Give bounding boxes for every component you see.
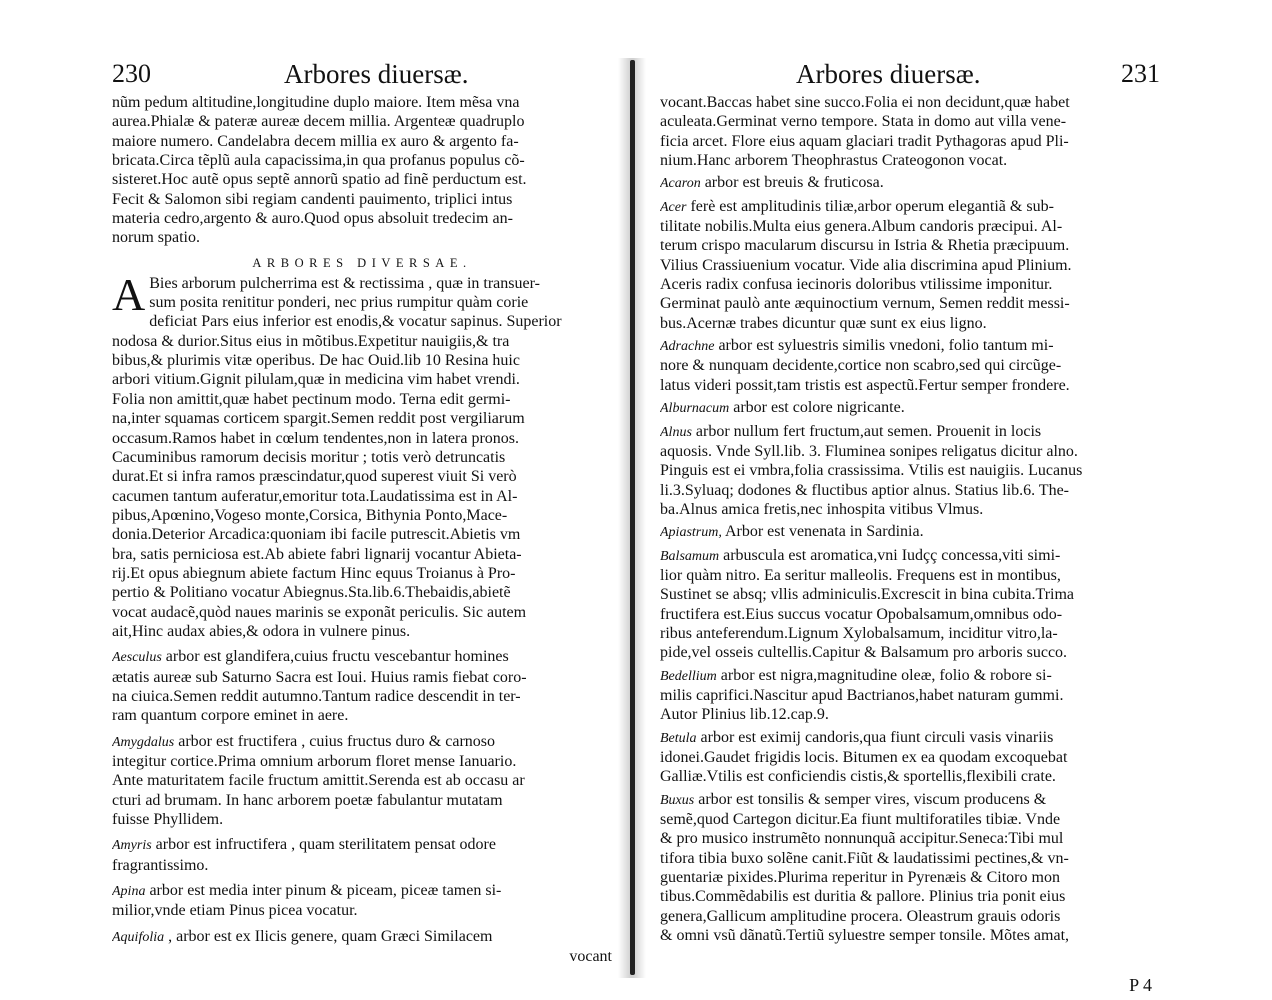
text-line: nodosa & durior.Situs eius in mõtibus.Expetitur nauigiis,& tra bbox=[112, 332, 510, 350]
text-line: ram quantum corpore eminet in aere. bbox=[112, 707, 349, 725]
dictionary-entry bbox=[660, 522, 1160, 542]
text-line: rij.Et opus abiegnum abiete factum Hinc equus Troianus à Pro- bbox=[112, 564, 516, 582]
entry-lemma: Amygdalus bbox=[112, 734, 175, 750]
text-line: Fecit & Salomon sibi regiam candenti pauimento, triplici intus bbox=[112, 190, 513, 208]
text-line: bra, satis perniciosa est.Ab abiete fabri lignarij vocantur Abieta- bbox=[112, 545, 522, 563]
text-line: Aesculus arbor est glandifera,cuius fructu vescebantur homines bbox=[112, 648, 509, 666]
text-line: aquosis. Vnde Syll.lib. 3. Fluminea sonipes religatus dicitur alno. bbox=[660, 442, 1078, 460]
text-line: Aquifolia , arbor est ex Ilicis genere, quam Græci Similacem bbox=[112, 927, 493, 945]
text-line: Acaron arbor est breuis & fruticosa. bbox=[660, 174, 884, 192]
section-title: ARBORES DIVERSAE. bbox=[252, 255, 472, 270]
text-line: ætatis aureæ sub Saturno Sacra est Ioui. Huius ramis fiebat coro- bbox=[112, 668, 527, 686]
text-line: Ante maturitatem facile fructum amittit.Serenda est ab occasu ar bbox=[112, 772, 525, 790]
entry-lemma: Alnus bbox=[660, 424, 692, 440]
entry-lemma: Acer bbox=[660, 199, 687, 215]
text-line: Alburnacum arbor est colore nigricante. bbox=[660, 399, 905, 417]
dictionary-entry bbox=[660, 790, 1160, 946]
text-line: aculeata.Germinat verno tempore. Stata in domo aut villa vene- bbox=[660, 113, 1067, 131]
text-line: occasum.Ramos habet in cœlum tendentes,non in latera pronos. bbox=[112, 429, 520, 447]
text-line: terum crispo macularum discursu in Istria & Rhetia præcipuum. bbox=[660, 237, 1070, 255]
text-line: deficiat Pars eius inferior est enodis,& vocatur sapinus. Superior bbox=[149, 313, 562, 331]
entry-lemma: Apiastrum, bbox=[660, 525, 722, 541]
text-line: ba.Alnus amica fretis,nec inhospita vitibus Vlmus. bbox=[660, 500, 984, 518]
text-line: ait,Hinc audax abies,& odora in vulnere pinus. bbox=[112, 622, 411, 640]
text-line: nium.Hanc arborem Theophrastus Crateogonon vocat. bbox=[660, 152, 1008, 170]
text-line: bus.Acernæ trabes dicuntur quæ sunt ex eius ligno. bbox=[660, 314, 987, 332]
right-running-head bbox=[660, 55, 1160, 93]
text-line: vocant.Baccas habet sine succo.Folia ei non decidunt,quæ habet bbox=[660, 94, 1070, 111]
dictionary-entry bbox=[112, 732, 612, 830]
signature-mark: P 4 bbox=[1129, 975, 1152, 995]
text-line: norum spatio. bbox=[112, 229, 200, 247]
left-page-text bbox=[112, 93, 612, 966]
text-line: Sustinet se absq; vllis adminiculis.Excrescit in bina cubita.Trima bbox=[660, 586, 1075, 604]
right-page bbox=[660, 55, 1160, 1000]
text-line: Aceris radix confusa iecinoris doloribus vtilissime imponitur. bbox=[660, 276, 1053, 294]
text-line: tilitate nobilis.Multa eius genera.Album candoris præcipui. Al- bbox=[660, 218, 1063, 236]
text-line: Folia non amittit,quæ habet pectinum modo. Terna edit germi- bbox=[112, 390, 511, 408]
text-line: milior,vnde etiam Pinus picea vocatur. bbox=[112, 902, 358, 920]
text-line: cturi ad brumam. In hanc arborem poetæ fabulantur mutatam bbox=[112, 791, 503, 809]
text-line: Bedellium arbor est nigra,magnitudine oleæ, folio & robore si- bbox=[660, 666, 1052, 684]
text-line: materia cedro,argento & auro.Quod opus absoluit tredecim an- bbox=[112, 210, 513, 228]
dictionary-entry bbox=[660, 197, 1160, 333]
dictionary-entry bbox=[112, 927, 612, 947]
entry-lemma: Adrachne bbox=[660, 339, 715, 355]
text-line: na ciuica.Semen reddit autumno.Tantum radice descendit in ter- bbox=[112, 687, 521, 705]
dictionary-entry bbox=[112, 835, 612, 875]
text-line: sisteret.Hoc autẽ opus septẽ annorũ spatio ad finẽ perductum est. bbox=[112, 171, 527, 189]
text-line: pide,vel osseis cultellis.Capitur & Balsamum pro arboris succo. bbox=[660, 644, 1068, 662]
catchword: vocant bbox=[569, 948, 612, 966]
text-line: maiore numero. Candelabra decem millia ex auro & argento fa- bbox=[112, 132, 519, 150]
text-line: li.3.Syluaq; dodones & fluctibus aptior alnus. Statius lib.6. The- bbox=[660, 481, 1070, 499]
entry-lemma: Balsamum bbox=[660, 548, 720, 564]
text-line: Betula arbor est eximij candoris,qua fiunt circuli vasis vinariis bbox=[660, 728, 1054, 746]
text-line: bricata.Circa tẽplũ aula capacissima,in qua profanus populus cõ- bbox=[112, 152, 525, 170]
book-gutter bbox=[630, 60, 635, 975]
entry-lemma: Betula bbox=[660, 730, 697, 746]
entry-lemma: Bedellium bbox=[660, 668, 717, 684]
entry-lemma: Aesculus bbox=[112, 650, 162, 666]
text-line: Bies arborum pulcherrima est & rectissima , quæ in transuer- bbox=[149, 274, 540, 292]
entry-lemma: Apina bbox=[112, 884, 146, 900]
text-line: donia.Deterior Arcadica:quoniam ibi facile putrescit.Abietis vm bbox=[112, 526, 521, 544]
text-line: Galliæ.Vtilis est conficiendis cistis,& sportellis,flexibili crate. bbox=[660, 768, 1056, 786]
entry-lemma: Alburnacum bbox=[660, 401, 730, 417]
dictionary-entry bbox=[660, 666, 1160, 725]
text-line: & pro musico instrumẽto nonnunquã accipitur.Seneca:Tibi mul bbox=[660, 830, 1064, 848]
dictionary-entry bbox=[660, 398, 1160, 418]
text-line: fuisse Phyllidem. bbox=[112, 811, 224, 829]
running-title: Arbores diuersæ. bbox=[284, 59, 469, 89]
dictionary-entry bbox=[112, 881, 612, 921]
text-line: milis caprifici.Nascitur apud Bactrianos,habet naturam gummi. bbox=[660, 686, 1064, 704]
text-line: Buxus arbor est tonsilis & semper vires, viscum producens & bbox=[660, 790, 1047, 808]
text-line: Amyris arbor est infructifera , quam sterilitatem pensat odore bbox=[112, 836, 496, 854]
text-line: nũm pedum altitudine,longitudine duplo maiore. Item mẽsa vna bbox=[112, 94, 520, 111]
text-line: Germinat paulò ante æquinoctium vernum, Semen reddit messi- bbox=[660, 295, 1070, 313]
running-title: Arbores diuersæ. bbox=[796, 59, 981, 89]
text-line: Acer ferè est amplitudinis tiliæ,arbor operum elegantiã & sub- bbox=[660, 197, 1054, 215]
entry-lemma: Acaron bbox=[660, 176, 701, 192]
text-line: Alnus arbor nullum fert fructum,aut semen. Prouenit in locis bbox=[660, 422, 1042, 440]
dictionary-entry bbox=[660, 173, 1160, 193]
text-line: Pinguis est ei vmbra,folia crassissima. Vtilis est nauigiis. Lucanus bbox=[660, 462, 1083, 480]
text-line: pibus,Apœnino,Vogeso monte,Corsica, Bithynia Ponto,Mace- bbox=[112, 506, 508, 524]
text-line: fructifera est.Eius succus vocatur Opobalsamum,omnibus odo- bbox=[660, 605, 1063, 623]
text-line: guentariæ pixides.Plurima reperitur in Pyrenæis & Citoro mon bbox=[660, 869, 1060, 887]
dictionary-entry bbox=[660, 336, 1160, 395]
text-line: idonei.Gaudet frigidis locis. Bitumen ex ea quodam excoquebat bbox=[660, 749, 1068, 766]
text-line: Adrachne arbor est syluestris similis vnedoni, folio tantum mi- bbox=[660, 337, 1054, 355]
drop-capital: A bbox=[112, 268, 146, 320]
dictionary-entry bbox=[660, 546, 1160, 663]
entry-lemma: Amyris bbox=[112, 838, 152, 854]
text-line: latus videri possit,tam tristis est aspectũ.Fertur semper frondere. bbox=[660, 376, 1070, 394]
text-line: Apina arbor est media inter pinum & piceam, piceæ tamen si- bbox=[112, 882, 502, 900]
page-number: 230 bbox=[112, 59, 151, 88]
text-line: Cacuminibus ramorum decisis moritur ; totis verò detruncatis bbox=[112, 448, 506, 466]
page-number: 231 bbox=[1121, 59, 1160, 88]
text-line: integitur cortice.Prima omnium arborum floret mense Ianuario. bbox=[112, 753, 517, 770]
text-line: lior quàm nitro. Ea seritur malleolis. Frequens est in montibus, bbox=[660, 566, 1061, 584]
text-line: pertio & Politiano vocatur Abiegnus.Sta.lib.6.Thebaidis,abietẽ bbox=[112, 584, 511, 602]
dictionary-entry bbox=[660, 728, 1160, 787]
text-line: arbori vitium.Gignit pilulam,quæ in medicina vim habet vrendi. bbox=[112, 371, 520, 389]
text-line: tifora tibia buxo solẽne canit.Fiũt & laudatissimi pectines,& vn- bbox=[660, 849, 1069, 867]
text-line: aurea.Phialæ & pateræ aureæ decem millia. Argenteæ quadruplo bbox=[112, 113, 525, 131]
text-line: Balsamum arbuscula est aromatica,vni Iudçç concessa,viti simi- bbox=[660, 546, 1061, 564]
text-line: vocat audacẽ,quòd naues marinis se exponãt periculis. Sic autem bbox=[112, 603, 527, 621]
dictionary-entry bbox=[112, 647, 612, 725]
text-line: Vilius Crassiuenium vocatur. Vide alia discrimina apud Plinium. bbox=[660, 256, 1072, 274]
entry-lemma: Aquifolia bbox=[112, 929, 165, 945]
dictionary-entry bbox=[660, 422, 1160, 520]
left-running-head bbox=[112, 55, 612, 93]
text-line: ribus anteferendum.Lignum Xylobalsamum, inciditur vitro,la- bbox=[660, 624, 1058, 642]
text-line: sum posita renititur ponderi, nec prius rumpitur quàm corie bbox=[149, 294, 529, 312]
text-line: Amygdalus arbor est fructifera , cuius fructus duro & carnoso bbox=[112, 732, 495, 750]
abies-entry bbox=[112, 268, 612, 642]
left-page bbox=[112, 55, 612, 1000]
text-line: na,inter squamas corticem spargit.Semen reddit post vergiliarum bbox=[112, 410, 525, 428]
text-line: durat.Et si infra ramos præscindatur,quod superest viuit Si verò bbox=[112, 468, 517, 486]
text-line: Autor Plinius lib.12.cap.9. bbox=[660, 706, 829, 724]
text-line: cacumen tantum auferatur,emoritur tota.Laudatissima est in Al- bbox=[112, 487, 518, 505]
text-line: ficia arcet. Flore eius aquam glaciari tradit Pythagoras apud Pli- bbox=[660, 132, 1069, 150]
entry-lemma: Buxus bbox=[660, 792, 695, 808]
text-line: genera,Gallicum amplitudine procera. Oleastrum grauis odoris bbox=[660, 907, 1061, 925]
text-line: semẽ,quod Cartegon dicitur.Ea fiunt multiforatiles tibiæ. Vnde bbox=[660, 811, 1061, 829]
text-line: bibus,& plurimis vitæ operibus. De hac Ouid.lib 10 Resina huic bbox=[112, 352, 520, 370]
text-line: nore & nunquam decidente,cortice non scabro,sed qui circũge- bbox=[660, 357, 1062, 375]
right-page-text bbox=[660, 93, 1160, 945]
text-line: Apiastrum, Arbor est venenata in Sardinia. bbox=[660, 523, 924, 541]
text-line: & omni vsũ dãnatũ.Tertiũ syluestre semper tonsile. Mõtes amat, bbox=[660, 927, 1070, 945]
text-line: tibus.Commẽdabilis est duritia & pallore. Plinius tria ponit eius bbox=[660, 888, 1066, 906]
text-line: fragrantissimo. bbox=[112, 856, 209, 874]
